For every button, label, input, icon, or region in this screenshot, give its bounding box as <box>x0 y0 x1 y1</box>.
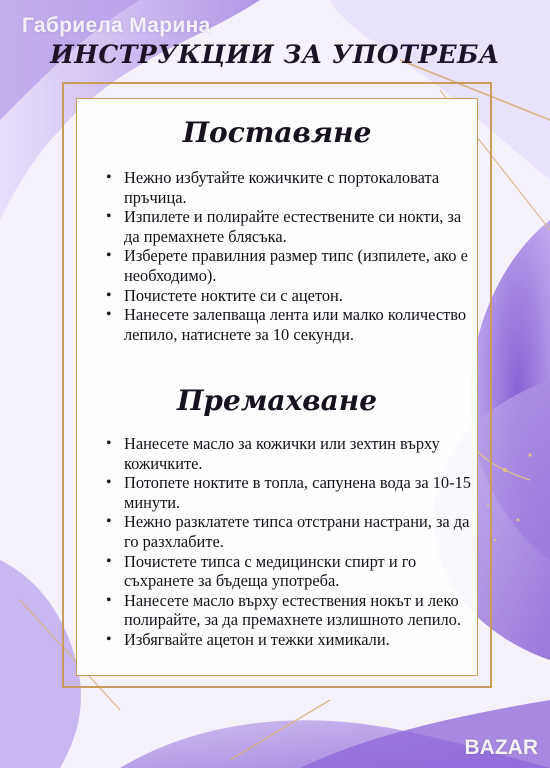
bullet-icon: • <box>106 474 112 492</box>
bullet-icon: • <box>106 552 112 570</box>
list-item: • Изпилете и полирайте естествените си нокти, за да премахнете блясъка. <box>106 207 462 246</box>
bullet-icon: • <box>106 630 112 648</box>
bullet-icon: • <box>106 306 112 324</box>
bullet-icon: • <box>106 591 112 609</box>
bullet-icon: • <box>106 247 112 265</box>
watermark-text: Габриела Марина <box>22 14 211 37</box>
bullet-icon: • <box>106 286 112 304</box>
list-item: • Нанесете залепваща лента или малко количество лепило, натиснете за 10 секунди. <box>106 305 467 344</box>
section-title-removal: Премахване <box>176 384 378 417</box>
bullet-icon: • <box>106 513 112 531</box>
list-item: • Нежно разклатете типса отстрани настрани, за да го разхлабите. <box>106 512 470 551</box>
application-list <box>102 168 474 344</box>
list-item: • Потопете ноктите в топла, сапунена вода за 10-15 минути. <box>106 473 471 512</box>
list-item: • Нежно избутайте кожичките с портокаловата пръчица. <box>106 168 440 207</box>
list-item: • Почистете ноктите си с ацетон. <box>106 285 343 305</box>
list-item: • Почистете типса с медицински спирт и го съхранете за бъдеща употреба. <box>106 551 417 591</box>
bullet-icon: • <box>106 208 112 226</box>
list-item: • Изберете правилния размер типс (изпилете, ако е необходимо). <box>106 246 468 285</box>
list-item: • Избягвайте ацетон и тежки химикали. <box>106 629 390 649</box>
page-title: ИНСТРУКЦИИ ЗА УПОТРЕБА <box>50 40 500 69</box>
section-title-application: Поставяне <box>182 116 372 149</box>
removal-list <box>102 434 474 650</box>
bullet-icon: • <box>106 169 112 186</box>
list-item: • Нанесете масло за кожички или зехтин върху кожичките. <box>106 434 440 473</box>
brand-logo: BAZAR <box>464 736 538 759</box>
bullet-icon: • <box>106 435 112 452</box>
list-item: • Нанесете масло върху естествения нокът и леко полирайте, за да премахнете излишното лепило. <box>106 590 461 630</box>
